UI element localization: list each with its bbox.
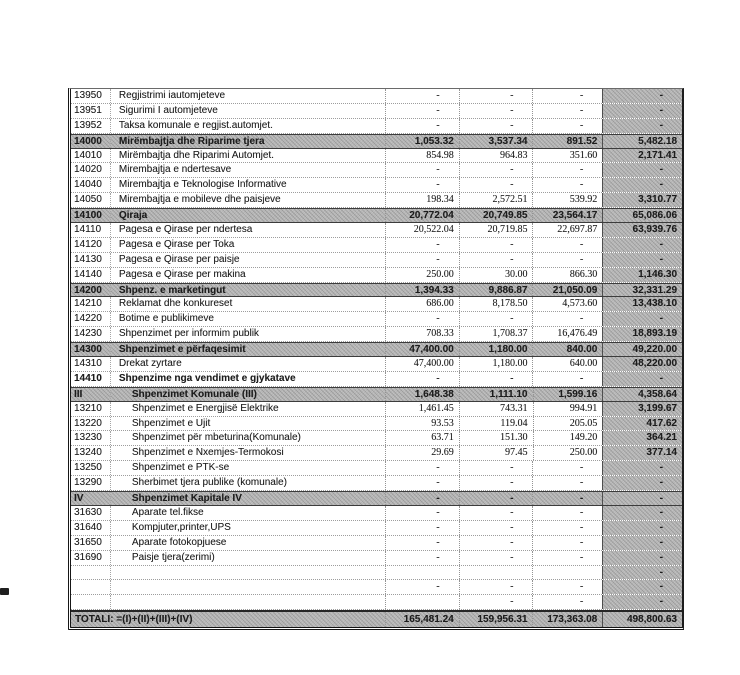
description-cell: Qiraja: [111, 209, 385, 222]
description-cell: [111, 566, 385, 580]
amount-col3-cell: 539.92: [532, 193, 602, 207]
table-row: [71, 610, 682, 627]
amount-total-cell: 5,482.18: [602, 135, 682, 148]
description-cell: Shpenzime nga vendimet e gjykatave: [111, 372, 385, 386]
amount-col2-cell: -: [459, 521, 533, 535]
amount-col2-cell: 743.31: [459, 402, 533, 416]
amount-col1-cell: -: [385, 536, 459, 550]
amount-col1-cell: -: [385, 372, 459, 386]
account-code-cell: 14130: [71, 253, 111, 267]
amount-col1-cell: -: [385, 253, 459, 267]
amount-col3-cell: -: [532, 163, 602, 177]
amount-col1-cell: 20,522.04: [385, 223, 459, 237]
amount-col3-cell: -: [532, 461, 602, 475]
description-cell: Drekat zyrtare: [111, 357, 385, 371]
amount-col3-cell: -: [532, 372, 602, 386]
amount-total-cell: 49,220.00: [602, 343, 682, 356]
description-cell: Pagesa e Qirase per Toka: [111, 238, 385, 252]
account-code-cell: 31650: [71, 536, 111, 550]
description-cell: Regjistrimi iautomjeteve: [111, 89, 385, 103]
amount-col3-cell: -: [532, 521, 602, 535]
table-row: [71, 506, 682, 521]
amount-col2-cell: -: [459, 312, 533, 326]
amount-col1-cell: -: [385, 476, 459, 490]
amount-col3-cell: 173,363.08: [532, 612, 602, 627]
table-row: [71, 149, 682, 164]
amount-col2-cell: 1,111.10: [459, 388, 533, 401]
account-code-cell: IV: [71, 492, 111, 505]
description-cell: Shpenz. e marketingut: [111, 284, 385, 297]
amount-total-cell: -: [602, 566, 682, 580]
amount-col2-cell: 30.00: [459, 268, 533, 282]
table-row: [71, 551, 682, 566]
amount-col3-cell: -: [532, 89, 602, 103]
amount-col3-cell: 1,599.16: [533, 388, 603, 401]
description-cell: [111, 580, 385, 594]
amount-col1-cell: -: [385, 104, 459, 118]
amount-total-cell: -: [602, 104, 682, 118]
amount-col2-cell: -: [459, 89, 533, 103]
description-cell: Mirembajtja e mobileve dhe paisjeve: [111, 193, 385, 207]
amount-col1-cell: -: [385, 312, 459, 326]
account-code-cell: 14300: [71, 343, 111, 356]
amount-total-cell: -: [602, 580, 682, 594]
table-row: [71, 327, 682, 342]
account-code-cell: 14110: [71, 223, 111, 237]
description-cell: Shpenzimet Kapitale IV: [111, 492, 385, 505]
description-cell: Pagesa e Qirase per ndertesa: [111, 223, 385, 237]
amount-total-cell: -: [602, 461, 682, 475]
account-code-cell: 31690: [71, 551, 111, 565]
table-row: [71, 208, 682, 223]
description-cell: Pagesa e Qirase per makina: [111, 268, 385, 282]
amount-total-cell: -: [602, 492, 682, 505]
amount-col2-cell: -: [459, 119, 533, 133]
description-cell: Mirëmbajtja dhe Riparime tjera: [111, 135, 385, 148]
description-cell: Pagesa e Qirase per paisje: [111, 253, 385, 267]
amount-col1-cell: 29.69: [385, 446, 459, 460]
amount-col2-cell: [459, 566, 533, 580]
table-row: [71, 163, 682, 178]
table-row: [71, 595, 682, 610]
amount-total-cell: 65,086.06: [602, 209, 682, 222]
table-row: [71, 119, 682, 134]
amount-col2-cell: 8,178.50: [459, 297, 533, 311]
amount-col3-cell: 840.00: [532, 343, 602, 356]
amount-col1-cell: [385, 566, 459, 580]
amount-col3-cell: 16,476.49: [532, 327, 602, 341]
description-cell: Shpenzimet e PTK-se: [111, 461, 385, 475]
amount-col3-cell: 205.05: [533, 417, 603, 431]
table-row: [71, 104, 682, 119]
amount-total-cell: 32,331.29: [602, 284, 682, 297]
account-code-cell: 14020: [71, 163, 111, 177]
account-code-cell: [71, 595, 111, 609]
table-row: [71, 268, 682, 283]
amount-col3-cell: -: [532, 238, 602, 252]
amount-col3-cell: -: [532, 476, 602, 490]
account-code-cell: [71, 566, 111, 580]
amount-col3-cell: -: [532, 253, 602, 267]
amount-col2-cell: -: [459, 178, 533, 192]
table-row: [71, 134, 682, 149]
expense-table-body: [71, 89, 682, 627]
amount-col2-cell: -: [459, 580, 533, 594]
amount-col1-cell: 1,648.38: [385, 388, 459, 401]
description-cell: Shpenzimet e Energjisë Elektrike: [111, 402, 385, 416]
description-cell: Shpenzimet e Ujit: [111, 417, 385, 431]
table-row: [71, 521, 682, 536]
table-row: [71, 223, 682, 238]
description-cell: Kompjuter,printer,UPS: [111, 521, 385, 535]
amount-col3-cell: 23,564.17: [532, 209, 602, 222]
amount-col1-cell: 1,461.45: [385, 402, 459, 416]
description-cell: Mirëmbajtja dhe Riparimi Automjet.: [111, 149, 385, 163]
table-row: [71, 580, 682, 595]
description-cell: Aparate tel.fikse: [111, 506, 385, 520]
amount-col3-cell: -: [532, 178, 602, 192]
amount-col1-cell: -: [385, 119, 459, 133]
amount-total-cell: -: [602, 536, 682, 550]
table-row: [71, 283, 682, 298]
amount-col2-cell: -: [459, 492, 533, 505]
account-code-cell: 13210: [71, 402, 111, 416]
amount-total-cell: 498,800.63: [602, 612, 682, 627]
amount-col2-cell: -: [459, 551, 533, 565]
table-row: [71, 372, 682, 387]
table-row: [71, 238, 682, 253]
amount-total-cell: -: [602, 163, 682, 177]
account-code-cell: III: [71, 388, 111, 401]
table-row: [71, 312, 682, 327]
amount-col3-cell: -: [532, 536, 602, 550]
table-row: [71, 566, 682, 581]
table-row: [71, 297, 682, 312]
amount-col1-cell: [385, 595, 459, 609]
amount-total-cell: 364.21: [602, 431, 682, 445]
amount-col2-cell: -: [459, 476, 533, 490]
description-cell: Shpenzimet per informim publik: [111, 327, 385, 341]
amount-col3-cell: -: [532, 551, 602, 565]
description-cell: Botime e publikimeve: [111, 312, 385, 326]
account-code-cell: 14120: [71, 238, 111, 252]
amount-total-cell: -: [602, 312, 682, 326]
table-row: [71, 461, 682, 476]
description-cell: TOTALI: =(I)+(II)+(III)+(IV): [71, 612, 385, 627]
amount-col1-cell: 165,481.24: [385, 612, 459, 627]
amount-col3-cell: -: [532, 580, 602, 594]
table-row: [71, 193, 682, 208]
account-code-cell: 14010: [71, 149, 111, 163]
amount-col2-cell: -: [459, 104, 533, 118]
amount-col3-cell: -: [532, 104, 602, 118]
amount-col1-cell: 20,772.04: [385, 209, 459, 222]
amount-total-cell: 13,438.10: [602, 297, 682, 311]
amount-col3-cell: 351.60: [532, 149, 602, 163]
description-cell: Sigurimi I automjeteve: [111, 104, 385, 118]
amount-col1-cell: 250.00: [385, 268, 459, 282]
amount-col1-cell: 1,053.32: [385, 135, 459, 148]
amount-col1-cell: -: [385, 461, 459, 475]
amount-col2-cell: -: [459, 595, 533, 609]
amount-col1-cell: 47,400.00: [385, 343, 459, 356]
amount-col1-cell: 708.33: [385, 327, 459, 341]
amount-col3-cell: -: [532, 492, 602, 505]
description-cell: [111, 595, 385, 609]
description-cell: Aparate fotokopjuese: [111, 536, 385, 550]
account-code-cell: 14050: [71, 193, 111, 207]
amount-col2-cell: 20,749.85: [459, 209, 533, 222]
amount-col2-cell: 97.45: [459, 446, 533, 460]
account-code-cell: 14210: [71, 297, 111, 311]
amount-col1-cell: 854.98: [385, 149, 459, 163]
amount-total-cell: -: [602, 506, 682, 520]
amount-col3-cell: 866.30: [532, 268, 602, 282]
amount-col2-cell: -: [459, 372, 533, 386]
account-code-cell: 13230: [71, 431, 111, 445]
table-row: [71, 342, 682, 357]
amount-col2-cell: 1,180.00: [459, 343, 533, 356]
amount-col1-cell: -: [385, 163, 459, 177]
amount-col1-cell: -: [385, 521, 459, 535]
account-code-cell: 14000: [71, 135, 111, 148]
amount-total-cell: 1,146.30: [602, 268, 682, 282]
table-row: [71, 431, 682, 446]
account-code-cell: 13950: [71, 89, 111, 103]
account-code-cell: 13250: [71, 461, 111, 475]
amount-col3-cell: -: [532, 312, 602, 326]
amount-col2-cell: 1,708.37: [459, 327, 533, 341]
amount-total-cell: 3,310.77: [602, 193, 682, 207]
description-cell: Shpenzimet e përfaqesimit: [111, 343, 385, 356]
amount-col1-cell: 63.71: [385, 431, 459, 445]
amount-col3-cell: 21,050.09: [532, 284, 602, 297]
amount-col3-cell: 250.00: [533, 446, 603, 460]
scan-smudge-artifact: [0, 588, 9, 595]
amount-col2-cell: 1,180.00: [459, 357, 533, 371]
amount-total-cell: -: [602, 89, 682, 103]
amount-total-cell: 63,939.76: [602, 223, 682, 237]
description-cell: Shpenzimet për mbeturina(Komunale): [111, 431, 385, 445]
amount-col3-cell: 994.91: [533, 402, 603, 416]
amount-col2-cell: 964.83: [459, 149, 533, 163]
amount-col1-cell: -: [385, 492, 459, 505]
table-row: [71, 446, 682, 461]
account-code-cell: 31630: [71, 506, 111, 520]
table-row: [71, 476, 682, 491]
amount-col3-cell: 149.20: [533, 431, 603, 445]
amount-total-cell: -: [602, 253, 682, 267]
table-row: [71, 417, 682, 432]
amount-total-cell: -: [602, 521, 682, 535]
account-code-cell: 13290: [71, 476, 111, 490]
amount-total-cell: -: [602, 551, 682, 565]
amount-col2-cell: 119.04: [459, 417, 533, 431]
amount-col3-cell: 4,573.60: [532, 297, 602, 311]
amount-col1-cell: -: [385, 89, 459, 103]
description-cell: Taksa komunale e regjist.automjet.: [111, 119, 385, 133]
account-code-cell: 14310: [71, 357, 111, 371]
amount-total-cell: 3,199.67: [602, 402, 682, 416]
amount-total-cell: -: [602, 238, 682, 252]
account-code-cell: 14100: [71, 209, 111, 222]
amount-col3-cell: 22,697.87: [532, 223, 602, 237]
amount-col2-cell: -: [459, 253, 533, 267]
amount-col2-cell: -: [459, 506, 533, 520]
amount-col2-cell: -: [459, 461, 533, 475]
amount-total-cell: -: [602, 595, 682, 609]
table-row: [71, 402, 682, 417]
amount-col1-cell: 93.53: [385, 417, 459, 431]
account-code-cell: 14140: [71, 268, 111, 282]
account-code-cell: 14040: [71, 178, 111, 192]
amount-col2-cell: 20,719.85: [459, 223, 533, 237]
amount-col3-cell: 891.52: [532, 135, 602, 148]
table-row: [71, 89, 682, 104]
description-cell: Mirembajtja e ndertesave: [111, 163, 385, 177]
amount-col3-cell: -: [532, 119, 602, 133]
account-code-cell: 13240: [71, 446, 111, 460]
table-row: [71, 387, 682, 402]
amount-col1-cell: 47,400.00: [385, 357, 459, 371]
amount-col2-cell: 3,537.34: [459, 135, 533, 148]
amount-total-cell: 417.62: [602, 417, 682, 431]
description-cell: Mirembajtja e Teknologise Informative: [111, 178, 385, 192]
account-code-cell: 14230: [71, 327, 111, 341]
amount-total-cell: -: [602, 178, 682, 192]
amount-col1-cell: -: [385, 551, 459, 565]
amount-total-cell: -: [602, 119, 682, 133]
amount-col2-cell: -: [459, 238, 533, 252]
account-code-cell: [71, 580, 111, 594]
amount-col3-cell: -: [532, 595, 602, 609]
amount-col3-cell: -: [532, 506, 602, 520]
amount-total-cell: -: [602, 476, 682, 490]
amount-total-cell: 2,171.41: [602, 149, 682, 163]
amount-col3-cell: [532, 566, 602, 580]
amount-col2-cell: 151.30: [459, 431, 533, 445]
description-cell: Reklamat dhe konkureset: [111, 297, 385, 311]
amount-col2-cell: -: [459, 163, 533, 177]
account-code-cell: 31640: [71, 521, 111, 535]
table-row: [71, 491, 682, 506]
amount-col2-cell: -: [459, 536, 533, 550]
account-code-cell: 13220: [71, 417, 111, 431]
account-code-cell: 14220: [71, 312, 111, 326]
account-code-cell: 13951: [71, 104, 111, 118]
description-cell: Sherbimet tjera publike (komunale): [111, 476, 385, 490]
amount-total-cell: 18,893.19: [602, 327, 682, 341]
amount-total-cell: 48,220.00: [602, 357, 682, 371]
amount-col1-cell: -: [385, 178, 459, 192]
table-row: [71, 357, 682, 372]
amount-col1-cell: -: [385, 238, 459, 252]
account-code-cell: 13952: [71, 119, 111, 133]
table-row: [71, 178, 682, 193]
description-cell: Shpenzimet e Nxemjes-Termokosi: [111, 446, 385, 460]
table-row: [71, 536, 682, 551]
amount-col1-cell: -: [385, 580, 459, 594]
amount-total-cell: 4,358.64: [602, 388, 682, 401]
account-code-cell: 14200: [71, 284, 111, 297]
amount-col1-cell: -: [385, 506, 459, 520]
account-code-cell: 14410: [71, 372, 111, 386]
table-row: [71, 253, 682, 268]
description-cell: Shpenzimet Komunale (III): [111, 388, 385, 401]
amount-col2-cell: 2,572.51: [459, 193, 533, 207]
amount-col1-cell: 198.34: [385, 193, 459, 207]
amount-col2-cell: 159,956.31: [459, 612, 533, 627]
description-cell: Paisje tjera(zerimi): [111, 551, 385, 565]
amount-total-cell: -: [602, 372, 682, 386]
amount-col3-cell: 640.00: [532, 357, 602, 371]
expense-table: [68, 88, 684, 630]
amount-col1-cell: 686.00: [385, 297, 459, 311]
amount-total-cell: 377.14: [602, 446, 682, 460]
amount-col2-cell: 9,886.87: [459, 284, 533, 297]
amount-col1-cell: 1,394.33: [385, 284, 459, 297]
